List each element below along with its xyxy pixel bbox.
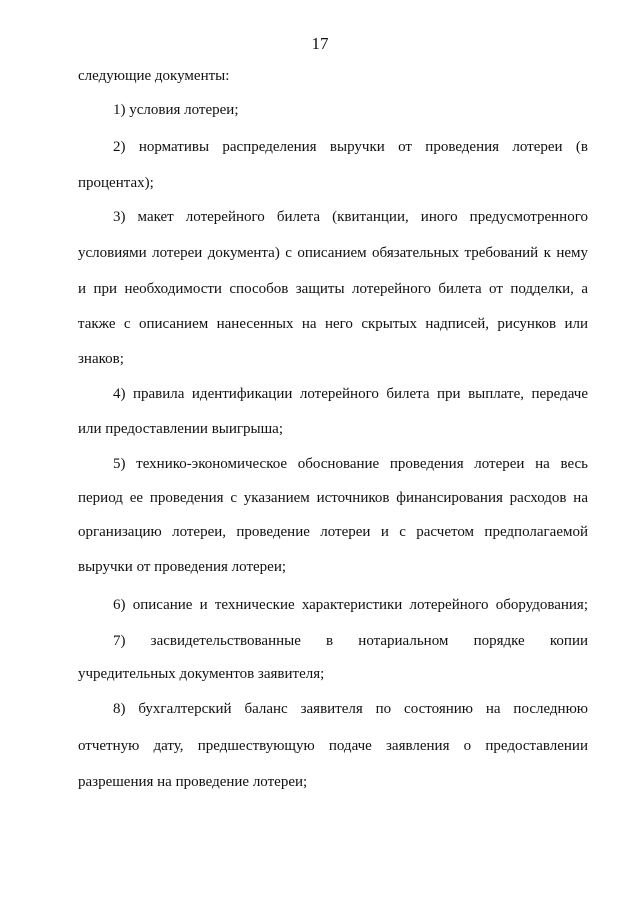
list-item-5: 5) технико-экономическое обоснование проведения лотереи на весь xyxy=(113,456,588,472)
list-item-6: 6) описание и технические характеристики лотерейного оборудования; xyxy=(113,597,588,613)
text-line: следующие документы: xyxy=(78,68,230,84)
list-item-3: 3) макет лотерейного билета (квитанции, иного предусмотренного xyxy=(113,209,588,225)
text-line: процентах); xyxy=(78,175,154,191)
text-line: организацию лотереи, проведение лотереи и с расчетом предполагаемой xyxy=(78,524,588,540)
page-number: 17 xyxy=(311,34,329,53)
text-line: отчетную дату, предшествующую подаче заявления о предоставлении xyxy=(78,738,588,754)
text-line: разрешения на проведение лотереи; xyxy=(78,774,308,790)
text-line: или предоставлении выигрыша; xyxy=(78,421,283,437)
list-item-8: 8) бухгалтерский баланс заявителя по состоянию на последнюю xyxy=(113,701,588,717)
text-line: и при необходимости способов защиты лотерейного билета от подделки, а xyxy=(78,281,588,297)
text-line: условиями лотереи документа) с описанием обязательных требований к нему xyxy=(78,245,588,261)
text-line: выручки от проведения лотереи; xyxy=(78,559,287,575)
text-line: знаков; xyxy=(78,351,124,367)
text-line: также с описанием нанесенных на него скрытых надписей, рисунков или xyxy=(78,316,588,332)
text-line: учредительных документов заявителя; xyxy=(78,666,325,682)
list-item-7: 7) засвидетельствованные в нотариальном порядке копии xyxy=(113,633,588,649)
list-item-1: 1) условия лотереи; xyxy=(113,102,239,118)
text-line: период ее проведения с указанием источников финансирования расходов на xyxy=(78,490,588,506)
list-item-2: 2) нормативы распределения выручки от проведения лотереи (в xyxy=(113,139,588,155)
list-item-4: 4) правила идентификации лотерейного билета при выплате, передаче xyxy=(113,386,588,402)
